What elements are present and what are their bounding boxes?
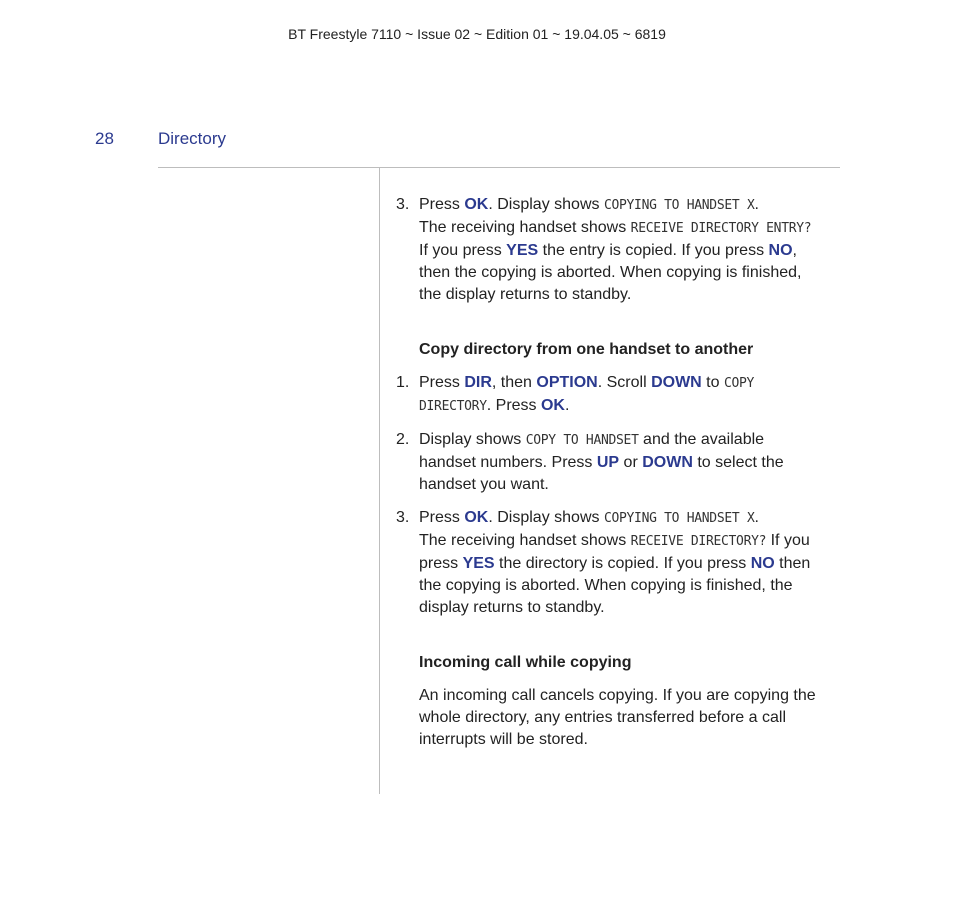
text: the entry is copied. If you press [538, 242, 769, 259]
keyword-down: DOWN [651, 374, 702, 391]
text: handset numbers. Press [419, 454, 597, 471]
keyword-option: OPTION [536, 374, 598, 391]
step-number: 2. [396, 431, 410, 448]
step-number: 1. [396, 374, 410, 391]
keyword-down: DOWN [642, 454, 693, 471]
text: or [619, 454, 643, 471]
text: , [792, 242, 797, 259]
text: . Display shows [488, 196, 604, 213]
step-line [419, 553, 843, 575]
text: the directory is copied. If you press [494, 555, 751, 572]
step-line [419, 217, 843, 240]
text: Press [419, 196, 465, 213]
text: and the available [638, 431, 765, 448]
step-line [419, 194, 843, 217]
keyword-ok: OK [540, 397, 565, 414]
document-header: BT Freestyle 7110 ~ Issue 02 ~ Edition 01 ~ 19.04.05 ~ 6819 [288, 26, 666, 42]
step-item [393, 194, 843, 306]
display-text: COPY TO HANDSET [525, 433, 639, 448]
paragraph-line: An incoming call cancels copying. If you are copying the [419, 687, 816, 704]
keyword-ok: OK [464, 509, 489, 526]
text: , then [491, 374, 537, 391]
text: . [754, 509, 759, 526]
section-title: Directory [158, 129, 227, 148]
display-text: RECEIVE DIRECTORY ENTRY? [630, 221, 812, 236]
step-line [419, 507, 843, 530]
keyword-no: NO [750, 555, 775, 572]
subheading: Incoming call while copying [419, 654, 632, 671]
text: then [774, 555, 811, 572]
display-text: COPYING TO HANDSET X [603, 511, 755, 526]
text: press [419, 555, 463, 572]
text: . [564, 397, 570, 414]
text: . Display shows [488, 509, 604, 526]
step-number: 3. [396, 196, 410, 213]
step-line: the display returns to standby. [419, 286, 632, 303]
keyword-ok: OK [464, 196, 489, 213]
text: The receiving handset shows [419, 532, 631, 549]
text: Display shows [419, 431, 526, 448]
paragraph [393, 685, 843, 751]
text: If you [766, 532, 810, 549]
horizontal-divider [158, 167, 840, 168]
paragraph-line: whole directory, any entries transferred before a call [419, 709, 786, 726]
step-line [419, 429, 843, 452]
text: Press [419, 374, 465, 391]
step-item [393, 507, 843, 619]
step-line [419, 240, 843, 262]
display-text: COPY [723, 376, 755, 391]
vertical-divider [379, 168, 380, 794]
step-line: then the copying is aborted. When copying is finished, [419, 264, 802, 281]
keyword-yes: YES [462, 555, 495, 572]
keyword-up: UP [596, 454, 620, 471]
keyword-no: NO [768, 242, 793, 259]
step-line [419, 372, 843, 395]
text: to [701, 374, 724, 391]
page-number: 28 [95, 129, 114, 148]
step-number: 3. [396, 509, 410, 526]
text: Press [419, 509, 465, 526]
keyword-dir: DIR [464, 374, 492, 391]
text: . Press [486, 397, 541, 414]
text: . [754, 196, 759, 213]
step-line [419, 395, 843, 418]
text: If you press [419, 242, 507, 259]
display-text: RECEIVE DIRECTORY? [630, 534, 767, 549]
main-content [393, 194, 843, 751]
step-line: display returns to standby. [419, 599, 605, 616]
text: to select the [692, 454, 784, 471]
subheading: Copy directory from one handset to another [419, 341, 754, 358]
text: . Scroll [597, 374, 652, 391]
step-line [419, 452, 843, 474]
step-line [419, 530, 843, 553]
step-line: the copying is aborted. When copying is finished, the [419, 577, 793, 594]
step-item [393, 372, 843, 418]
step-item [393, 429, 843, 496]
text: The receiving handset shows [419, 219, 631, 236]
step-line: handset you want. [419, 476, 549, 493]
display-text: COPYING TO HANDSET X [603, 198, 755, 213]
display-text: DIRECTORY [419, 399, 487, 414]
keyword-yes: YES [506, 242, 539, 259]
paragraph-line: interrupts will be stored. [419, 731, 588, 748]
